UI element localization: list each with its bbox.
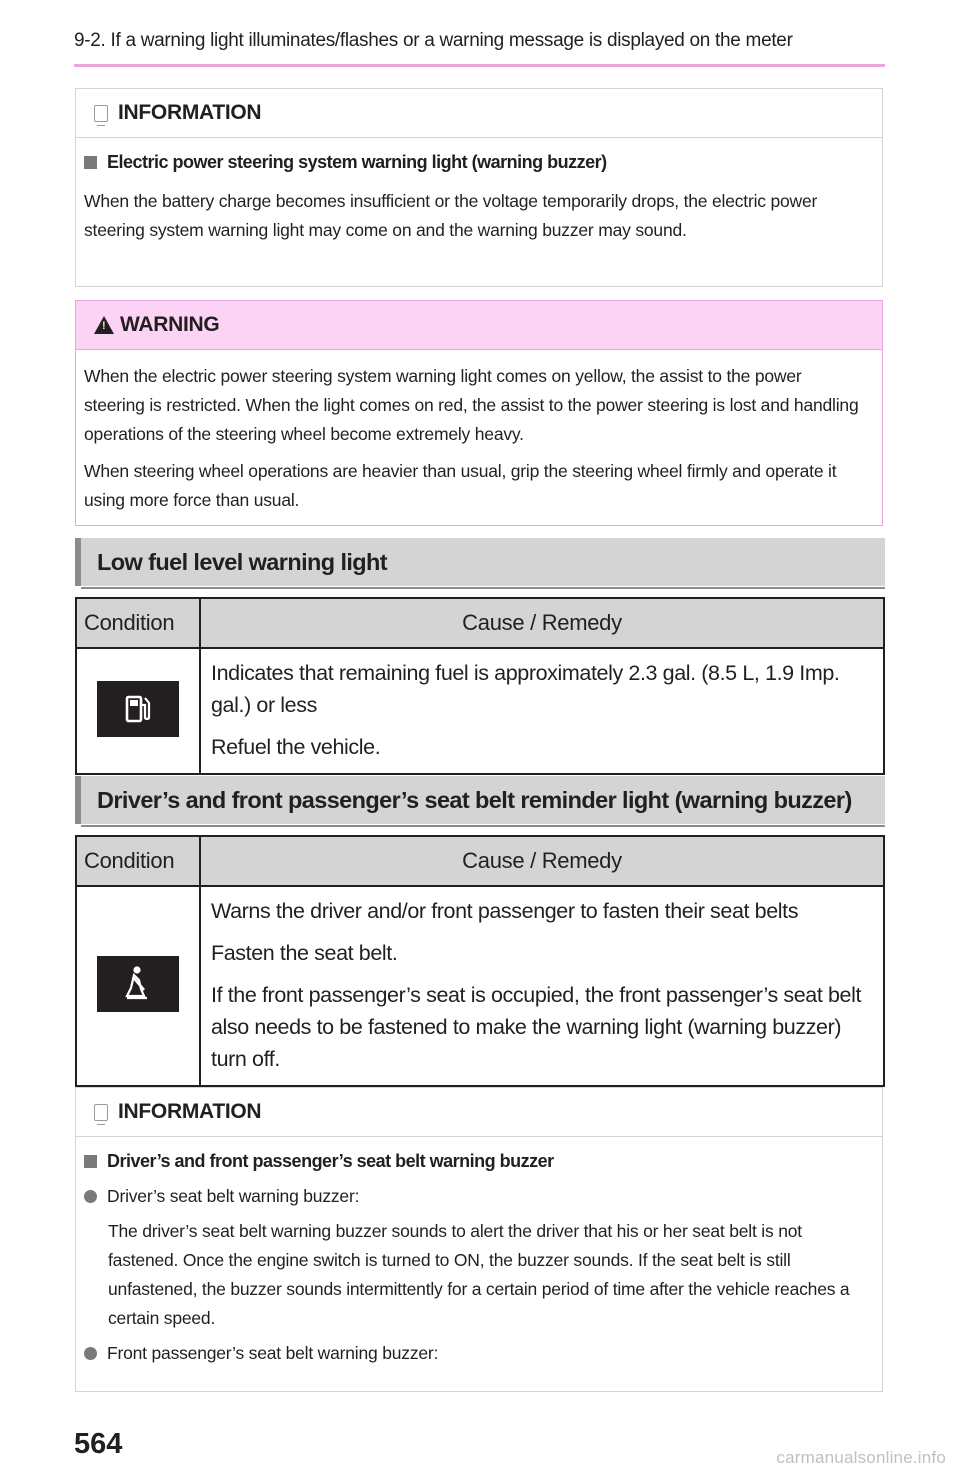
information-subheading <box>84 152 864 173</box>
column-cause-remedy: Cause / Remedy <box>200 598 884 648</box>
square-bullet-icon <box>84 156 97 169</box>
remedy-line-1: Indicates that remaining fuel is approximately 2.3 gal. (8.5 L, 1.9 Imp. gal.) or less <box>211 661 840 717</box>
information-header <box>76 1088 882 1137</box>
remedy-cell <box>200 648 884 774</box>
column-condition: Condition <box>76 836 200 886</box>
information-header <box>76 89 882 138</box>
warning-paragraph-2: When steering wheel operations are heavier than usual, grip the steering wheel firmly and operate it using more force than usual. <box>84 461 837 510</box>
information-text: When the battery charge becomes insufficient or the voltage temporarily drops, the electric power steering system warning light may come on and the warning buzzer may sound. <box>84 191 818 240</box>
information-subheading <box>84 1151 864 1172</box>
condition-cell <box>76 648 200 774</box>
round-bullet-icon <box>84 1347 97 1360</box>
remedy-line-2: Fasten the seat belt. <box>211 941 398 965</box>
column-condition: Condition <box>76 598 200 648</box>
low-fuel-table <box>75 597 885 775</box>
remedy-line-2: Refuel the vehicle. <box>211 735 381 759</box>
subheading-text: Electric power steering system warning light (warning buzzer) <box>107 152 607 172</box>
information-label: INFORMATION <box>118 1100 262 1123</box>
information-icon <box>94 105 108 122</box>
remedy-cell <box>200 886 884 1086</box>
warning-label: WARNING <box>120 313 220 336</box>
bullet-text: Front passenger’s seat belt warning buzzer: <box>107 1343 439 1363</box>
subheading-text: Driver’s and front passenger’s seat belt warning buzzer <box>107 1151 554 1171</box>
table-row <box>76 886 884 1086</box>
round-bullet-icon <box>84 1190 97 1203</box>
information-box-power-steering <box>75 88 883 287</box>
bullet-text: Driver’s seat belt warning buzzer: <box>107 1186 360 1206</box>
seat-belt-table <box>75 835 885 1087</box>
information-label: INFORMATION <box>118 101 262 124</box>
section-heading-seat-belt <box>75 776 885 824</box>
bullet-description: The driver’s seat belt warning buzzer sounds to alert the driver that his or her seat belt is not fastened. Once the engine switch is turned to ON, the buzzer sounds. If the seat belt is still unfastened, the buzzer sounds intermittently for a certain period of time after the vehicle reaches a certain speed. <box>108 1221 850 1328</box>
seatbelt-icon <box>97 956 179 1012</box>
list-item <box>84 1343 864 1364</box>
section-title: Low fuel level warning light <box>97 548 388 575</box>
column-cause-remedy: Cause / Remedy <box>200 836 884 886</box>
information-icon <box>94 1104 108 1121</box>
table-header-row <box>76 598 884 648</box>
list-item <box>84 1186 864 1207</box>
header-rule <box>74 64 885 67</box>
condition-cell <box>76 886 200 1086</box>
warning-header <box>76 301 882 350</box>
page-header-title: 9-2. If a warning light illuminates/flashes or a warning message is displayed on the meter <box>74 30 793 51</box>
warning-triangle-icon: ! <box>94 316 114 334</box>
square-bullet-icon <box>84 1155 97 1168</box>
information-box-seat-belt <box>75 1087 883 1392</box>
remedy-line-1: Warns the driver and/or front passenger to fasten their seat belts <box>211 899 799 923</box>
table-row <box>76 648 884 774</box>
fuel-pump-icon <box>97 681 179 737</box>
warning-paragraph-1: When the electric power steering system warning light comes on yellow, the assist to the power steering is restricted. When the light comes on red, the assist to the power steering is lost and handling operations of the steering wheel become extremely heavy. <box>84 366 859 444</box>
section-title: Driver’s and front passenger’s seat belt reminder light (warning buzzer) <box>97 786 852 813</box>
warning-box <box>75 300 883 526</box>
table-header-row <box>76 836 884 886</box>
watermark: carmanualsonline.info <box>776 1448 946 1467</box>
page-number: 564 <box>74 1428 123 1460</box>
remedy-line-3: If the front passenger’s seat is occupied, the front passenger’s seat belt also needs to be fastened to make the warning light (warning buzzer) turn off. <box>211 983 862 1071</box>
section-heading-low-fuel <box>75 538 885 586</box>
